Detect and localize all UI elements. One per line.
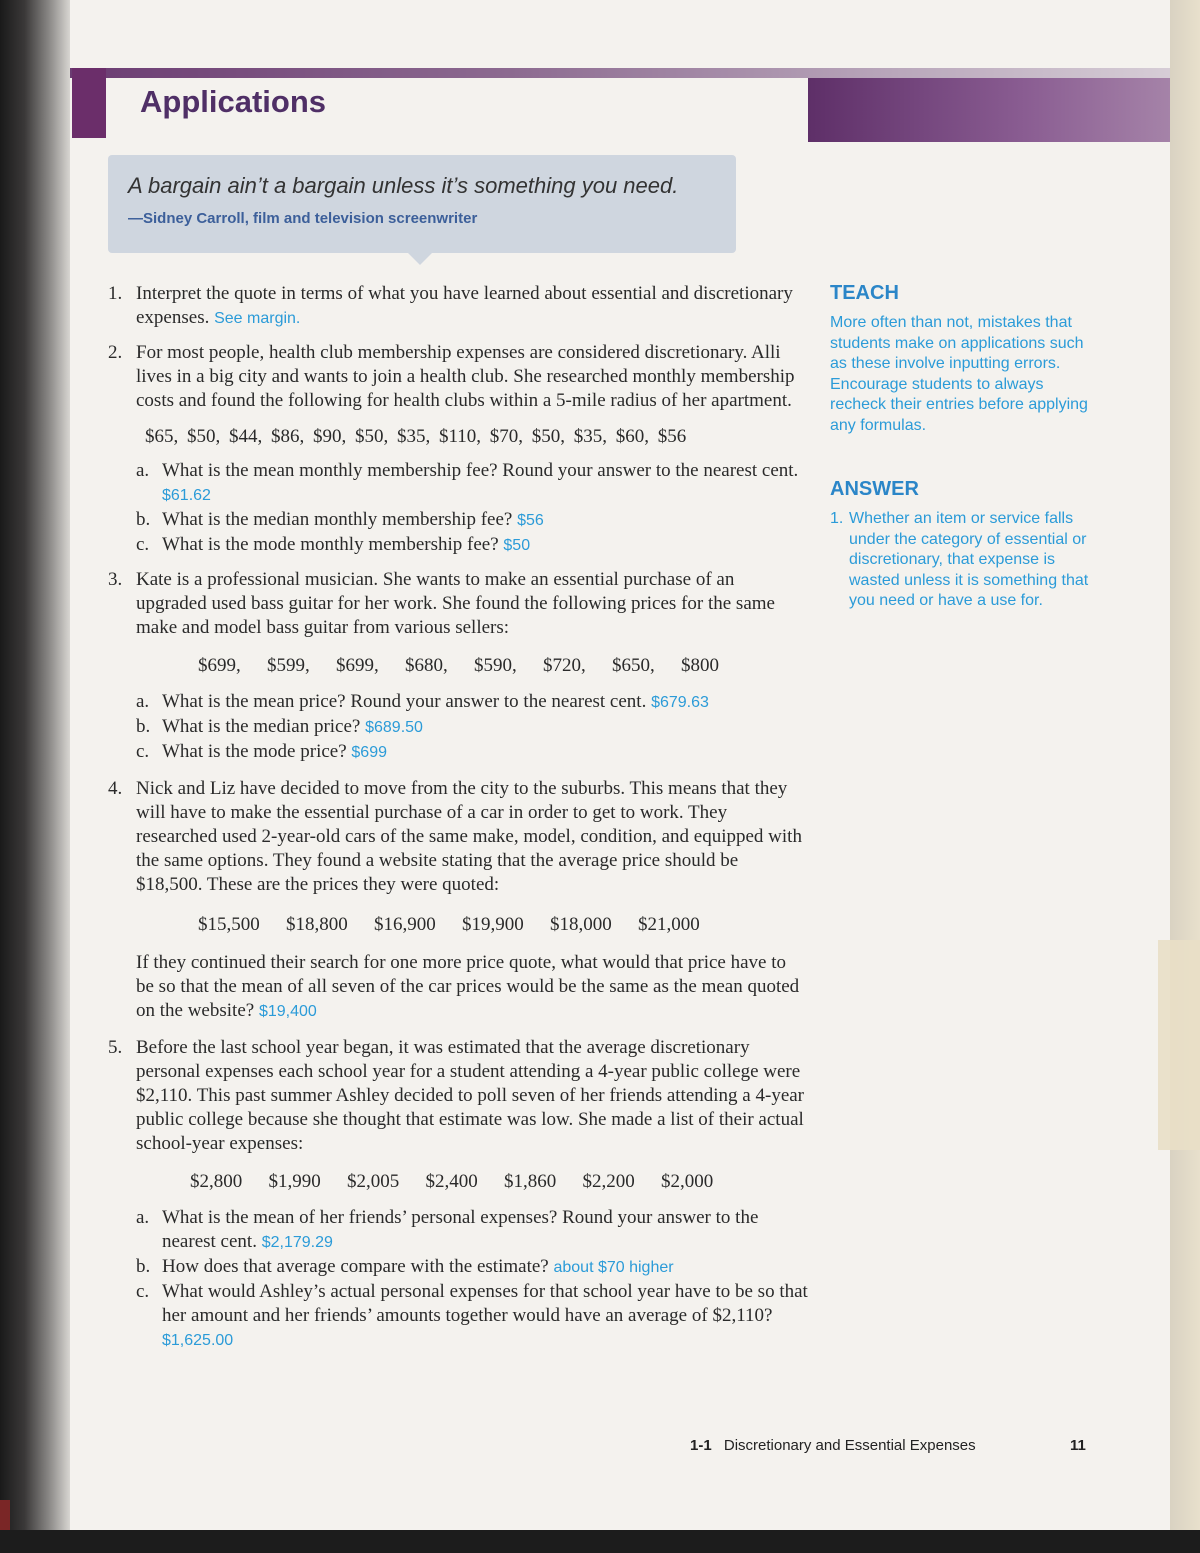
subquestion-b [108, 508, 808, 533]
header-rule [70, 68, 1170, 78]
problem-text: Before the last school year began, it was estimated that the average discretionary personal expenses each school year for a student attending a 4-year public college were $2,110. This past summer Ashley decided to poll seven of her friends attending a 4-year public college because she thought that estimate was low. She made a list of their actual school-year expenses: [136, 1037, 805, 1154]
footer [690, 1437, 1090, 1454]
subquestion-text: What is the mean monthly membership fee? Round your answer to the nearest cent. [162, 460, 799, 481]
subquestion-text: What is the median monthly membership fee? [162, 509, 513, 530]
problem-text: Interpret the quote in terms of what you have learned about essential and discretionary expenses. [136, 283, 793, 328]
answer-item-1 [830, 509, 1100, 612]
problem-text: Kate is a professional musician. She wants to make an essential purchase of an upgraded used bass guitar for her work. She found the following prices for the same make and model bass guitar from various sellers: [136, 569, 775, 638]
subquestion-letter: c. [136, 741, 150, 762]
answer-sidebar [830, 478, 1100, 612]
problem-number: 1. [108, 283, 123, 304]
subquestion-letter: a. [136, 691, 150, 712]
subquestion-c [108, 740, 808, 765]
subquestion-letter: a. [136, 460, 150, 481]
data-values: $65, $50, $44, $86, $90, $50, $35, $110, $70, $50, $35, $60, $56 [145, 426, 687, 447]
answer-text: $699 [351, 744, 387, 761]
problem-number: 5. [108, 1037, 123, 1058]
data-values: $15,500 $18,800 $16,900 $19,900 $18,000 $21,000 [198, 914, 700, 935]
tape-strip [1158, 940, 1200, 1150]
problem-4 [108, 777, 808, 897]
problem-2 [108, 341, 808, 413]
header-tab [72, 68, 106, 138]
scan-right-edge [1170, 0, 1200, 1553]
teach-heading: TEACH [830, 282, 899, 304]
subquestion-letter: b. [136, 1256, 151, 1277]
quote-attribution: —Sidney Carroll, film and television screenwriter [128, 210, 478, 227]
subquestion-text: How does that average compare with the estimate? [162, 1256, 549, 1277]
problem-3 [108, 568, 808, 640]
problem-text: For most people, health club membership expenses are considered discretionary. Alli lives in a big city and wants to join a health club. She researched monthly membership costs and found the following for health clubs within a 5-mile radius of her apartment. [136, 342, 795, 411]
answer-text: $1,625.00 [162, 1332, 234, 1349]
answer-text: $679.63 [651, 694, 709, 711]
answer-text: $56 [517, 512, 544, 529]
scan-binding-shadow [0, 0, 70, 1553]
subquestion-letter: b. [136, 509, 151, 530]
subquestion-letter: a. [136, 1207, 150, 1228]
problem-1 [108, 282, 808, 331]
subquestion-text: What is the mode price? [162, 741, 347, 762]
data-values: $699, $599, $699, $680, $590, $720, $650, $800 [198, 655, 719, 676]
page-number: 11 [1070, 1437, 1086, 1454]
problem-text: Nick and Liz have decided to move from the city to the suburbs. This means that they will have to make the essential purchase of a car in order to get to work. They researched used 2-year-old cars of the same make, model, condition, and equipped with the same options. They found a website stating that the average price should be $18,500. These are the prices they were quoted: [136, 778, 802, 895]
problem-4-followup [108, 951, 808, 1024]
answer-text: $2,179.29 [261, 1234, 333, 1251]
header-decoration [808, 78, 1170, 142]
answer-text: See margin. [214, 310, 301, 327]
subquestion-b [108, 1255, 808, 1280]
quote-callout [108, 155, 736, 253]
subquestion-a [108, 459, 808, 508]
subquestion-letter: b. [136, 716, 151, 737]
subquestion-c [108, 1280, 808, 1353]
followup-text: If they continued their search for one more price quote, what would that price have to be so that the mean of all seven of the car prices would be the same as the mean quoted on the website? [136, 952, 800, 1021]
answer-text: $50 [503, 537, 531, 554]
footer-chapter-title: Discretionary and Essential Expenses [723, 1437, 976, 1454]
answer-number: 1. [830, 510, 844, 527]
problem-number: 4. [108, 778, 123, 799]
data-values: $2,800 $1,990 $2,005 $2,400 $1,860 $2,200 $2,000 [190, 1171, 714, 1192]
teach-text: More often than not, mistakes that students make on applications such as these involve inputting errors. Encourage students to always recheck their entries before applying any formulas. [830, 314, 1088, 434]
teach-sidebar [830, 282, 1100, 436]
subquestion-b [108, 715, 808, 740]
answer-text: $61.62 [162, 487, 211, 504]
answer-heading: ANSWER [830, 478, 919, 500]
subquestion-a [108, 1206, 808, 1255]
subquestion-text: What would Ashley’s actual personal expenses for that school year have to be so that her amount and her friends’ amounts together would have an average of $2,110? [162, 1281, 808, 1326]
subquestion-a [108, 690, 808, 715]
answer-text: Whether an item or service falls under the category of essential or discretionary, that expense is wasted unless it is something that you need or have a use for. [849, 510, 1089, 609]
subquestion-text: What is the median price? [162, 716, 361, 737]
problem-number: 2. [108, 342, 123, 363]
subquestion-letter: c. [136, 1281, 150, 1302]
answer-text: about $70 higher [553, 1259, 674, 1276]
scan-bottom-edge [0, 1530, 1200, 1553]
footer-section: 1-1 [690, 1437, 712, 1454]
problem-number: 3. [108, 569, 123, 590]
subquestion-letter: c. [136, 534, 150, 555]
quote-text: A bargain ain’t a bargain unless it’s something you need. [128, 173, 679, 198]
problem-5 [108, 1036, 808, 1156]
subquestion-text: What is the mean price? Round your answer to the nearest cent. [162, 691, 647, 712]
subquestion-c [108, 533, 808, 558]
problem-list [108, 282, 808, 1353]
answer-text: $19,400 [258, 1003, 317, 1020]
page-title: Applications [140, 84, 327, 119]
answer-text: $689.50 [365, 719, 423, 736]
subquestion-text: What is the mode monthly membership fee? [162, 534, 499, 555]
subquestion-text: What is the mean of her friends’ personal expenses? Round your answer to the nearest cent. [162, 1207, 759, 1252]
